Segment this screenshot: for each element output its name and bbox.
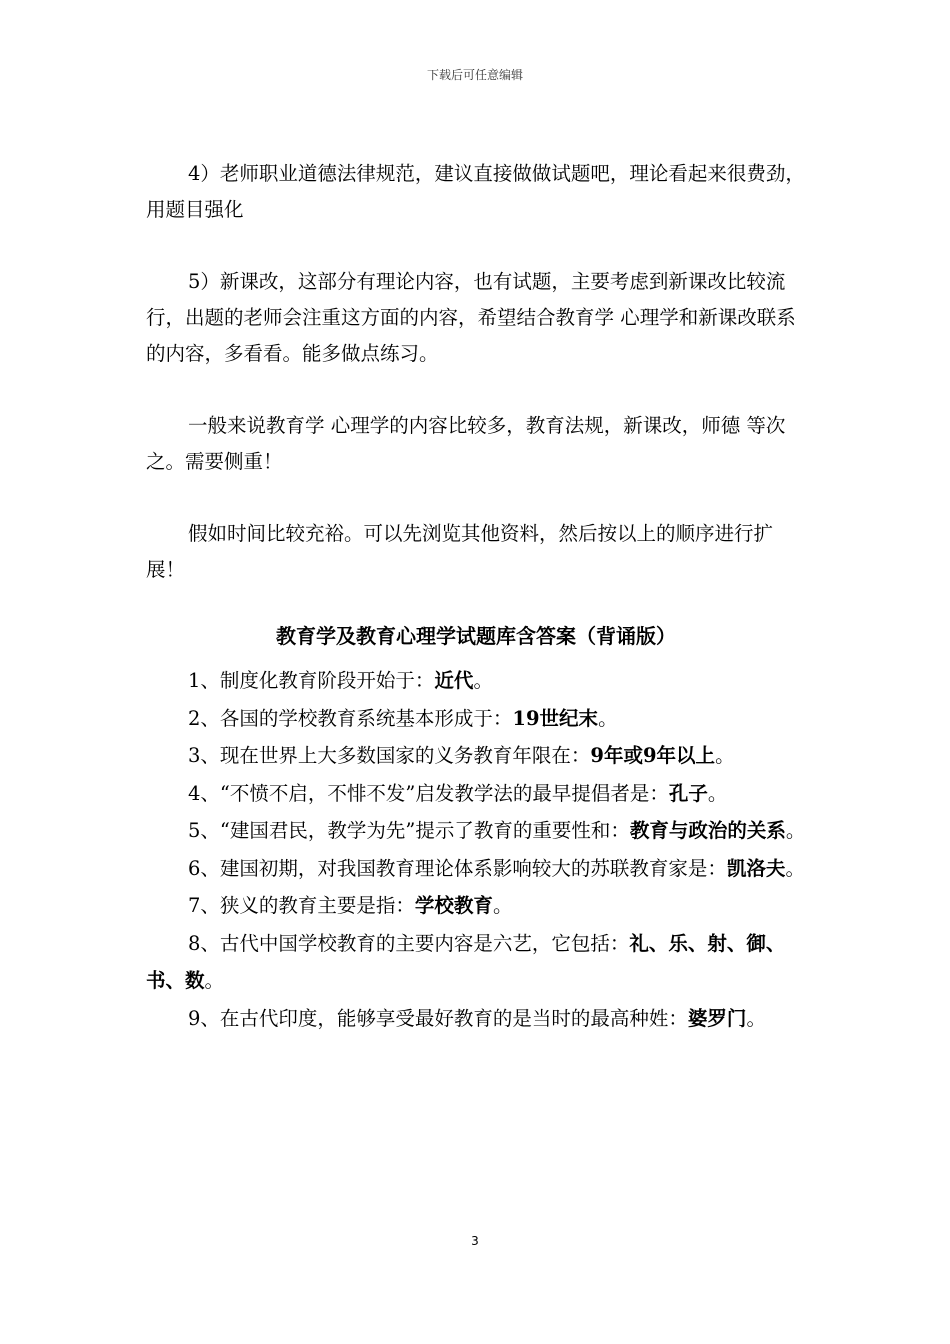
- question-end: 。: [204, 969, 225, 992]
- question-text: 7、狭义的教育主要是指：: [188, 894, 415, 917]
- question-end: 。: [785, 856, 805, 880]
- question-end: 。: [492, 894, 513, 917]
- question-end: 。: [785, 819, 806, 842]
- question-item: [146, 700, 806, 738]
- question-text: 5、“建国君民，教学为先”提示了教育的重要性和：: [188, 819, 630, 842]
- question-item: [146, 925, 806, 1000]
- page-number: 3: [471, 1234, 479, 1248]
- page-header-note: 下载后可任意编辑: [426, 68, 523, 82]
- question-text: 1、制度化教育阶段开始于：: [188, 669, 435, 692]
- answer-text: 凯洛夫: [726, 856, 786, 880]
- question-item: [146, 737, 806, 775]
- question-item: [146, 887, 806, 925]
- answer-text: 9年或9年以上: [590, 744, 716, 767]
- intro-paragraph: 一般来说教育学 心理学的内容比较多，教育法规，新课改，师德 等次之。需要侧重！: [146, 414, 786, 473]
- question-end: 。: [473, 669, 493, 692]
- document-body: [146, 156, 806, 1037]
- section-title: 教育学及教育心理学试题库含答案（背诵版）: [276, 624, 676, 648]
- question-text: 2、各国的学校教育系统基本形成于：: [188, 706, 513, 730]
- question-text: 3、现在世界上大多数国家的义务教育年限在：: [188, 744, 591, 767]
- answer-text: 礼、乐、射、御、书、数: [146, 931, 786, 992]
- answer-text: 19世纪末: [512, 706, 599, 730]
- question-end: 。: [707, 781, 728, 805]
- intro-paragraph: 4）老师职业道德法律规范，建议直接做做试题吧，理论看起来很费劲，用题目强化: [146, 162, 805, 221]
- answer-text: 教育与政治的关系: [629, 819, 786, 842]
- intro-paragraph: 5）新课改，这部分有理论内容，也有试题，主要考虑到新课改比较流行，出题的老师会注重这方面的内容，希望结合教育学 心理学和新课改联系的内容，多看看。能多做点练习。: [146, 270, 796, 365]
- question-item: [146, 850, 806, 888]
- question-text: 9、在古代印度，能够享受最好教育的是当时的最高种姓：: [188, 1006, 688, 1030]
- question-end: 。: [715, 744, 735, 767]
- intro-paragraph: 假如时间比较充裕。可以先浏览其他资料，然后按以上的顺序进行扩展！: [146, 522, 774, 581]
- question-item: [146, 775, 806, 813]
- answer-text: 孔子: [668, 781, 708, 805]
- question-text: 8、古代中国学校教育的主要内容是六艺，它包括：: [188, 931, 630, 955]
- question-item: [146, 1000, 806, 1038]
- answer-text: 婆罗门: [687, 1006, 747, 1030]
- question-end: 。: [598, 706, 618, 730]
- answer-text: 近代: [434, 669, 474, 692]
- question-text: 4、“不愤不启，不悱不发”启发教学法的最早提倡者是：: [188, 781, 669, 805]
- question-end: 。: [746, 1006, 766, 1030]
- question-item: [146, 812, 806, 850]
- answer-text: 学校教育: [414, 894, 493, 917]
- question-item: [146, 662, 806, 700]
- question-text: 6、建国初期，对我国教育理论体系影响较大的苏联教育家是：: [188, 856, 727, 880]
